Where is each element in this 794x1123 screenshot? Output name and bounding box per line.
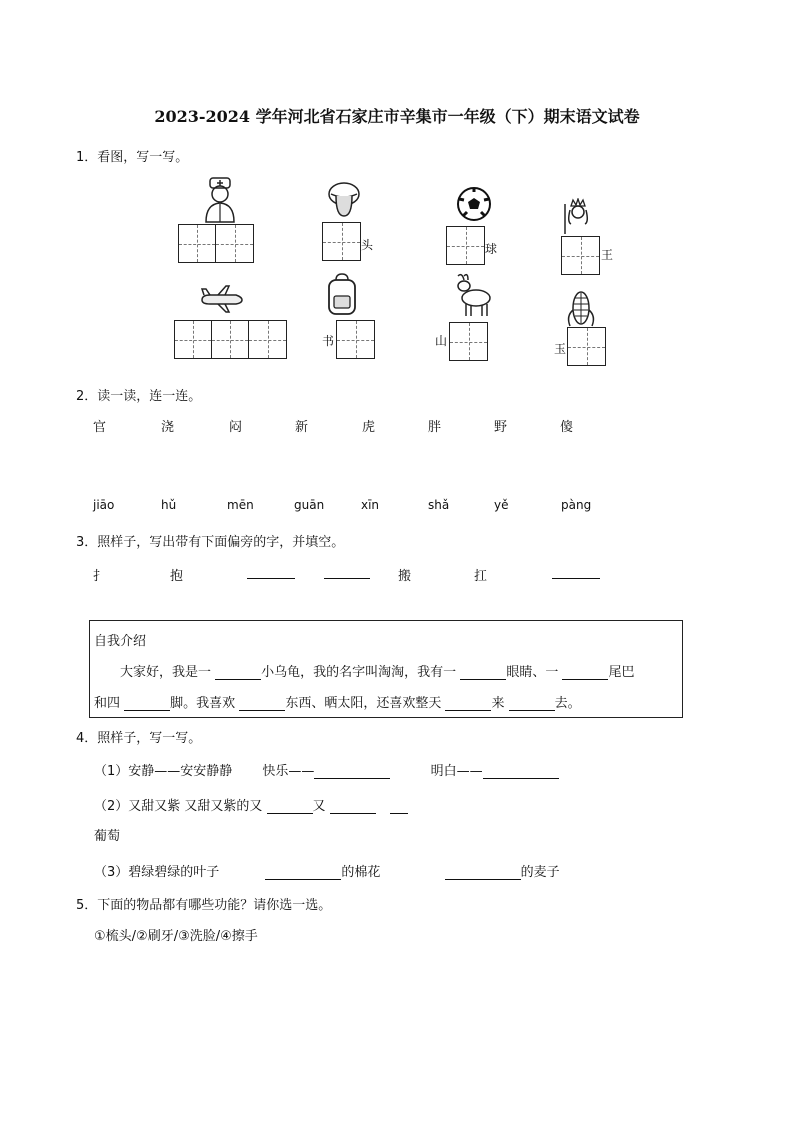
q4-line-2 xyxy=(94,795,408,814)
question-3-label: 3．照样子，写出带有下面偏旁的字，并填空。 xyxy=(76,535,345,550)
text-segment: 的麦子 xyxy=(520,865,560,880)
q4-blank-3[interactable] xyxy=(267,799,313,814)
word-1: 搬 xyxy=(398,569,412,584)
radical: 扌 xyxy=(93,569,107,584)
pinyin-5[interactable]: xīn xyxy=(361,498,380,512)
hint-ball: 球 xyxy=(485,242,498,256)
answer-grid-doctor[interactable] xyxy=(178,224,254,263)
text-segment: 明白—— xyxy=(430,764,483,779)
q4-line-3 xyxy=(94,861,560,880)
pinyin-4[interactable]: guān xyxy=(294,498,325,512)
example-char: 抱 xyxy=(170,569,184,584)
text-segment: 东西、晒太阳，还喜欢整天 xyxy=(285,696,442,711)
answer-grid-backpack[interactable] xyxy=(336,320,375,359)
q4-blank-7[interactable] xyxy=(445,865,521,880)
radical-blank-1[interactable] xyxy=(247,564,295,579)
text-segment: 眼睛、一 xyxy=(506,665,559,680)
doctor-icon xyxy=(200,176,240,224)
answer-grid-queen[interactable] xyxy=(561,236,600,275)
intro-blank-1[interactable] xyxy=(215,665,261,680)
pinyin-3[interactable]: mēn xyxy=(227,498,254,512)
example-text: （1）安静——安安静静 xyxy=(94,764,233,779)
q4-line-1 xyxy=(94,760,559,779)
self-intro-title: 自我介绍 xyxy=(94,634,147,649)
hint-goat: 山 xyxy=(435,334,448,348)
text-segment: 小乌龟，我的名字叫淘淘，我有一 xyxy=(261,665,457,680)
intro-blank-5[interactable] xyxy=(239,696,285,711)
self-intro-line-1 xyxy=(94,661,634,680)
tongue-icon xyxy=(327,180,361,220)
char-3[interactable]: 闷 xyxy=(229,420,243,435)
intro-blank-7[interactable] xyxy=(509,696,555,711)
self-intro-line-2 xyxy=(94,692,581,711)
pinyin-1[interactable]: jiāo xyxy=(93,498,115,512)
answer-grid-goat[interactable] xyxy=(449,322,488,361)
q4-blank-1[interactable] xyxy=(314,764,390,779)
text-segment: 来 xyxy=(491,696,505,711)
pinyin-7[interactable]: yě xyxy=(494,498,509,512)
radical-blank-2[interactable] xyxy=(324,564,370,579)
q4-blank-4[interactable] xyxy=(330,799,376,814)
answer-grid-airplane[interactable] xyxy=(174,320,287,359)
text-segment: 和四 xyxy=(94,696,121,711)
intro-blank-2[interactable] xyxy=(460,665,506,680)
page-title: 2023-2024 学年河北省石家庄市辛集市一年级（下）期末语文试卷 xyxy=(154,107,640,126)
answer-grid-corn[interactable] xyxy=(567,327,606,366)
text-segment: 脚。我喜欢 xyxy=(170,696,236,711)
char-4[interactable]: 新 xyxy=(295,420,309,435)
hint-corn: 玉 xyxy=(554,342,567,356)
answer-grid-ball[interactable] xyxy=(446,226,485,265)
intro-blank-6[interactable] xyxy=(445,696,491,711)
hint-queen: 王 xyxy=(601,248,614,262)
hint-tongue: 头 xyxy=(361,238,374,252)
airplane-icon xyxy=(198,284,244,314)
backpack-icon xyxy=(324,272,360,318)
intro-blank-4[interactable] xyxy=(124,696,170,711)
q5-options: ①梳头/②刷牙/③洗脸/④擦手 xyxy=(94,929,258,944)
text-segment: 又 xyxy=(312,799,326,814)
text-segment: 尾巴 xyxy=(608,665,635,680)
goat-icon xyxy=(452,272,494,318)
question-2-label: 2．读一读，连一连。 xyxy=(76,389,202,404)
q4-blank-2[interactable] xyxy=(483,764,559,779)
char-6[interactable]: 胖 xyxy=(428,420,442,435)
char-7[interactable]: 野 xyxy=(494,420,508,435)
pinyin-2[interactable]: hǔ xyxy=(161,498,177,512)
char-8[interactable]: 傻 xyxy=(560,420,574,435)
pinyin-8[interactable]: pàng xyxy=(561,498,592,512)
text-segment: 大家好，我是一 xyxy=(120,665,212,680)
queen-icon xyxy=(561,198,595,238)
char-5[interactable]: 虎 xyxy=(362,420,376,435)
hint-backpack: 书 xyxy=(322,334,335,348)
answer-grid-tongue[interactable] xyxy=(322,222,361,261)
char-2[interactable]: 浇 xyxy=(161,420,175,435)
question-1-label: 1．看图，写一写。 xyxy=(76,150,189,165)
text-segment: 去。 xyxy=(554,696,581,711)
example-text: （2）又甜又紫 又甜又紫的又 xyxy=(94,799,263,814)
char-1[interactable]: 官 xyxy=(93,420,107,435)
question-5-label: 5．下面的物品都有哪些功能？请你选一选。 xyxy=(76,898,332,913)
corn-icon xyxy=(564,288,598,328)
text-segment: 快乐—— xyxy=(262,764,315,779)
q4-blank-6[interactable] xyxy=(265,865,341,880)
intro-blank-3[interactable] xyxy=(562,665,608,680)
soccer-ball-icon xyxy=(456,186,492,222)
example-text: （3）碧绿碧绿的叶子 xyxy=(94,865,220,880)
radical-blank-3[interactable] xyxy=(552,564,600,579)
q4-line-2-wrap: 葡萄 xyxy=(94,829,121,844)
text-segment: 的棉花 xyxy=(341,865,381,880)
question-4-label: 4．照样子，写一写。 xyxy=(76,731,202,746)
word-2: 扛 xyxy=(474,569,488,584)
pinyin-6[interactable]: shǎ xyxy=(428,498,450,512)
q4-blank-5[interactable] xyxy=(390,799,408,814)
